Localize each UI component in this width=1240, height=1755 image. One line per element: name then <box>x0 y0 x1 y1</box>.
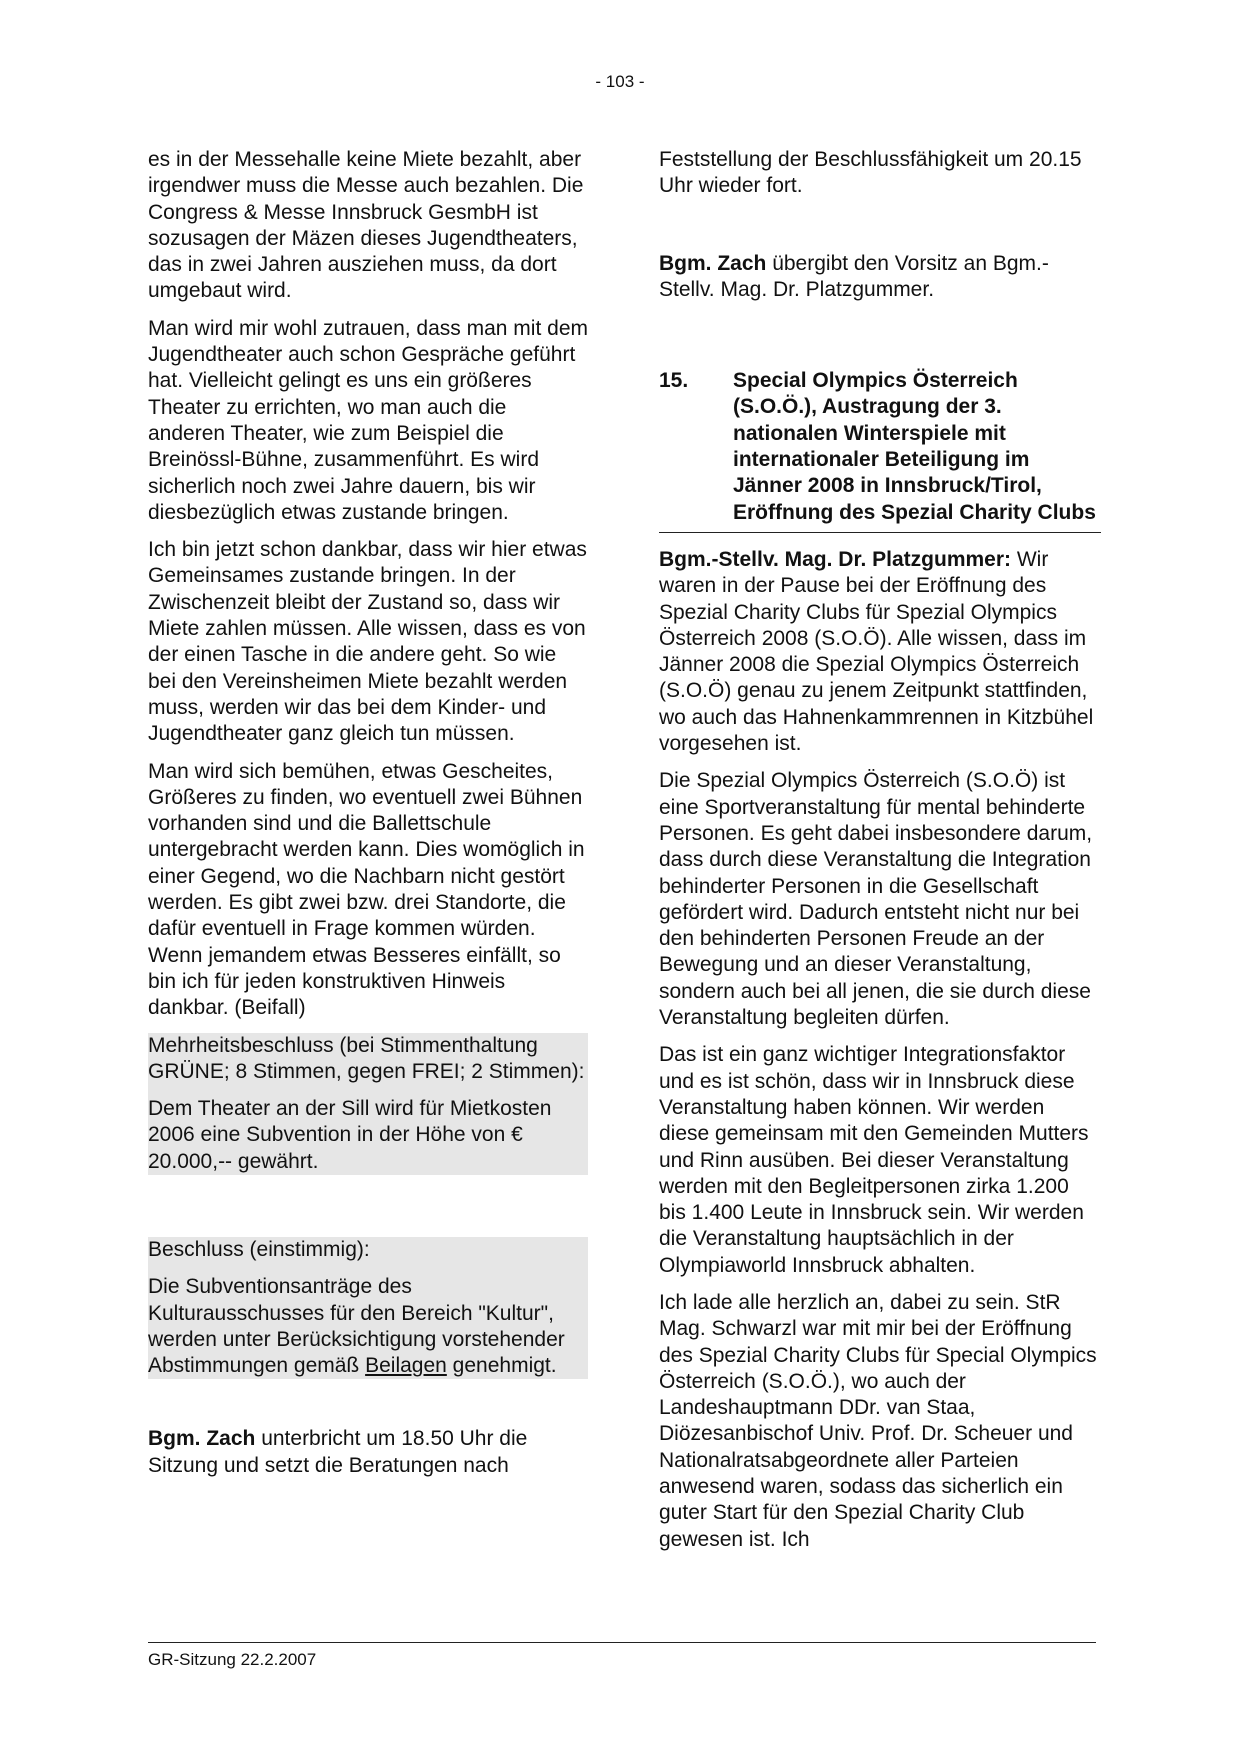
speaker-name: Bgm. Zach <box>148 1427 256 1451</box>
paragraph: Ich bin jetzt schon dankbar, dass wir hier etwas Gemeinsames zustande bringen. In der Zwischenzeit bleibt der Zustand so, dass wir Miete zahlen müssen. Alle wissen, dass es von der einen Tasche in die andere geht. So wie bei den Vereinsheimen Miete bezahlt werden muss, werden wir das bei dem Kinder- und Jugendtheater ganz gleich tun müssen. <box>148 538 587 746</box>
speaker-name: Bgm.-Stellv. Mag. Dr. Platzgummer: <box>659 547 1012 571</box>
resolution-header: Mehrheitsbeschluss (bei Stimmenthaltung GRÜNE; 8 Stimmen, gegen FREI; 2 Stimmen): <box>148 1033 585 1083</box>
speaker-name: Bgm. Zach <box>659 251 767 275</box>
resolution-text: Die Subventionsanträge des Kulturausschusses für den Bereich "Kultur", werden unter Berücksichtigung vorstehender Abstimmungen gemäß Beilagen genehmigt. <box>148 1275 565 1378</box>
paragraph: Man wird sich bemühen, etwas Gescheites, Größeres zu finden, wo eventuell zwei Bühnen vorhanden sind und die Ballettschule untergebracht werden kann. Dies womöglich in einer Gegend, wo die Nachbarn nicht gestört werden. Es gibt zwei bzw. drei Standorte, die dafür eventuell in Frage kommen würden. Wenn jemandem etwas Besseres einfällt, so bin ich für jeden konstruktiven Hinweis dankbar. (Beifall) <box>148 759 585 1020</box>
resolution-box-unanimous <box>148 1237 588 1379</box>
paragraph: Bgm. Zach übergibt den Vorsitz an Bgm.-Stellv. Mag. Dr. Platzgummer. <box>659 251 1049 301</box>
page-number: - 103 - <box>595 72 645 91</box>
agenda-divider <box>659 532 1101 533</box>
paragraph: Bgm. Zach unterbricht um 18.50 Uhr die Sitzung und setzt die Beratungen nach <box>148 1427 528 1477</box>
agenda-number: 15. <box>659 369 689 393</box>
paragraph: Feststellung der Beschlussfähigkeit um 20.15 Uhr wieder fort. <box>659 148 1082 198</box>
footer-divider <box>148 1642 1096 1643</box>
resolution-header: Beschluss (einstimmig): <box>148 1237 370 1261</box>
paragraph: Bgm.-Stellv. Mag. Dr. Platzgummer: Wir waren in der Pause bei der Eröffnung des Spezial Charity Clubs für Spezial Olympics Österreich 2008 (S.O.Ö). Alle wissen, dass im Jänner 2008 die Spezial Olympics Österreich (S.O.Ö) genau zu jenem Zeitpunkt stattfinden, wo auch das Hahnenkammrennen in Kitzbühel vorgesehen ist. <box>659 547 1094 756</box>
paragraph: Man wird mir wohl zutrauen, dass man mit dem Jugendtheater auch schon Gespräche geführt hat. Vielleicht gelingt es uns ein größeres Theater zu errichten, wo man auch die anderen Theater, wie zum Beispiel die Breinössl-Bühne, zusammenführt. Es wird sicherlich noch zwei Jahre dauern, bis wir diesbezüglich etwas zustande bringen. <box>148 316 588 524</box>
right-column <box>659 147 1099 1564</box>
footer-text: GR-Sitzung 22.2.2007 <box>148 1650 317 1669</box>
paragraph: Die Spezial Olympics Österreich (S.O.Ö) ist eine Sportveranstaltung für mental behinderte Personen. Es geht dabei insbesondere darum, dass durch diese Veranstaltung die Integration behinderter Personen in die Gesellschaft gefördert wird. Dadurch entsteht nicht nur bei den behinderten Personen Freude an der Bewegung und an dieser Veranstaltung, sondern auch bei all jenen, die sie durch diese Veranstaltung begleiten dürfen. <box>659 769 1093 1030</box>
beilagen-link[interactable]: Beilagen <box>365 1354 447 1378</box>
resolution-text: Dem Theater an der Sill wird für Mietkosten 2006 eine Subvention in der Höhe von € 20.000,-- gewährt. <box>148 1097 552 1173</box>
paragraph: Das ist ein ganz wichtiger Integrationsfaktor und es ist schön, dass wir in Innsbruck diese Veranstaltung haben können. Wir werden diese gemeinsam mit den Gemeinden Mutters und Rinn ausüben. Bei dieser Veranstaltung werden mit den Begleitpersonen zirka 1.200 bis 1.400 Leute in Innsbruck sein. Wir werden die Veranstaltung hauptsächlich in der Olympiaworld Innsbruck abhalten. <box>659 1043 1089 1277</box>
left-column <box>148 147 588 1490</box>
resolution-box-majority <box>148 1033 588 1175</box>
agenda-item <box>659 368 1099 526</box>
paragraph: Ich lade alle herzlich an, dabei zu sein. StR Mag. Schwarzl war mit mir bei der Eröffnung des Spezial Charity Clubs für Special Olympics Österreich (S.O.Ö.), wo auch der Landeshauptmann DDr. van Staa, Diözesanbischof Univ. Prof. Dr. Scheuer und Nationalratsabgeordnete aller Parteien anwesend waren, sodass das sicherlich ein guter Start für den Spezial Charity Club gewesen ist. Ich <box>659 1290 1097 1551</box>
paragraph: es in der Messehalle keine Miete bezahlt, aber irgendwer muss die Messe auch bezahlen. Die Congress & Messe Innsbruck GesmbH ist sozusagen der Mäzen dieses Jugendtheaters, das in zwei Jahren ausziehen muss, da dort umgebaut wird. <box>148 148 584 303</box>
agenda-title: Special Olympics Österreich (S.O.Ö.), Austragung der 3. nationalen Winterspiele mit internationaler Beteiligung im Jänner 2008 in Innsbruck/Tirol, Eröffnung des Spezial Charity Clubs <box>733 369 1096 524</box>
